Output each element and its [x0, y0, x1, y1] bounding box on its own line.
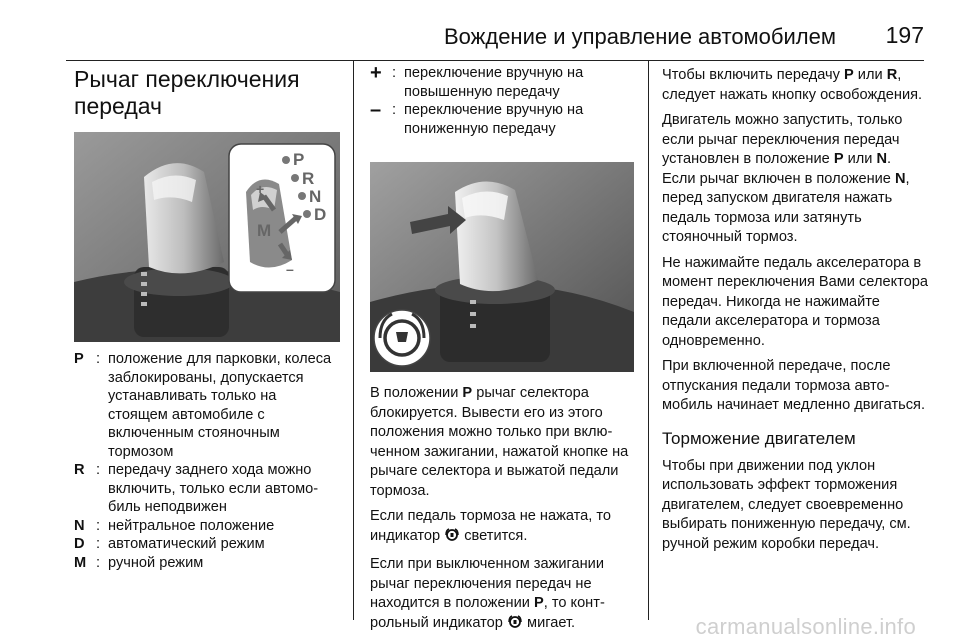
brake-indicator-icon — [444, 527, 460, 550]
def-key: M — [74, 554, 87, 571]
def-text: положение для парковки, колеса заблокированы, допускается устанавливать только на стоящем автомобиле с включенным стояночным тормозом — [108, 351, 332, 460]
release-button-photo — [370, 162, 634, 372]
def-text: ручной режим — [108, 554, 204, 571]
brake-indicator-icon — [507, 614, 523, 637]
paragraph: В положении P рычаг селектора блокируется. Вывести его из этого положения можно только при включенном зажигании, нажатой кнопке на рычаге селектора и выжатой педали тормоза. — [370, 385, 629, 499]
column-2 — [370, 60, 634, 642]
column-3 — [662, 60, 928, 560]
gear-label-d: D — [314, 205, 327, 224]
def-key: R — [74, 462, 85, 478]
paragraph: При включенной передаче, после отпускания педали тормоза автомобиль начинает медленно двигаться. — [662, 358, 926, 413]
list-item: – : переключение вручную на пониженную передачу — [370, 101, 634, 138]
page-header — [66, 20, 924, 61]
watermark: carmanualsonline.info — [695, 614, 916, 639]
gear-label-minus: – — [286, 261, 294, 277]
list-item: + : переключение вручную на повышенную передачу — [370, 64, 634, 101]
gear-label-m: M — [257, 221, 272, 240]
def-key: + — [370, 62, 382, 84]
column-1 — [74, 60, 340, 572]
manual-shift-list — [370, 64, 634, 138]
def-key: P — [74, 351, 84, 367]
gear-lever-figure — [74, 132, 340, 342]
paragraph: Чтобы включить передачу P или R, следует нажать кнопку освобождения. — [662, 67, 923, 103]
gear-positions-list — [74, 350, 340, 572]
column-divider — [648, 60, 649, 620]
section-title: Рычаг переключения передач — [74, 66, 300, 119]
release-button-figure — [370, 162, 634, 372]
paragraph: Если при выключенном зажигании рычаг переключения передач не находится в положении P, то контрольный индикатор мигает. — [370, 555, 634, 636]
page-number: 197 — [885, 22, 924, 48]
gear-label-n: N — [309, 187, 322, 206]
def-text: автоматический режим — [108, 536, 265, 552]
list-item: M : ручной режим — [74, 554, 340, 573]
gear-label-p: P — [293, 150, 305, 169]
paragraph: Если педаль тормоза не нажата, то индикатор светится. — [370, 507, 634, 549]
gear-label-plus: + — [256, 181, 265, 197]
def-text: нейтральное положение — [108, 517, 275, 534]
def-key: – — [370, 99, 382, 121]
gear-label-r: R — [302, 169, 315, 188]
list-item: N : нейтральное положение — [74, 517, 340, 536]
def-text: переключение вручную на пониженную передачу — [404, 102, 584, 137]
gear-lever-photo — [74, 132, 340, 342]
subsection-title: Торможение двигателем — [662, 428, 856, 448]
def-key: D — [74, 536, 85, 552]
def-key: N — [74, 517, 85, 534]
column-divider — [353, 60, 354, 620]
def-text: переключение вручную на повышенную передачу — [404, 65, 584, 100]
running-title: Вождение и управление автомобилем — [443, 24, 836, 49]
def-text: передачу заднего хода можно включить, только если автомобиль неподвижен — [108, 462, 319, 515]
paragraph: Двигатель можно запустить, только если рычаг переключения передач установлен в положение P или N. Если рычаг включен в положение N, перед запуском двигателя нажать педаль тормоза или затянуть стояночный тормоз. — [662, 112, 910, 245]
list-item: P : положение для парковки, колеса заблокированы, допускается устанавливать только на стоящем автомобиле с включенным стояночным тормозом — [74, 350, 340, 461]
paragraph: Не нажимайте педаль акселератора в момент переключения Вами селектора передач. Никогда не нажимайте педали акселератора и тормоза одновременно. — [662, 254, 928, 349]
list-item: D : автоматический режим — [74, 535, 340, 554]
paragraph: Чтобы при движении под уклон использовать эффект торможения двигателем, следует своевременно выбирать пониженную передачу, см. ручной режим коробки передач. — [662, 457, 911, 552]
list-item: R : передачу заднего хода можно включить, только если автомобиль неподвижен — [74, 461, 340, 517]
